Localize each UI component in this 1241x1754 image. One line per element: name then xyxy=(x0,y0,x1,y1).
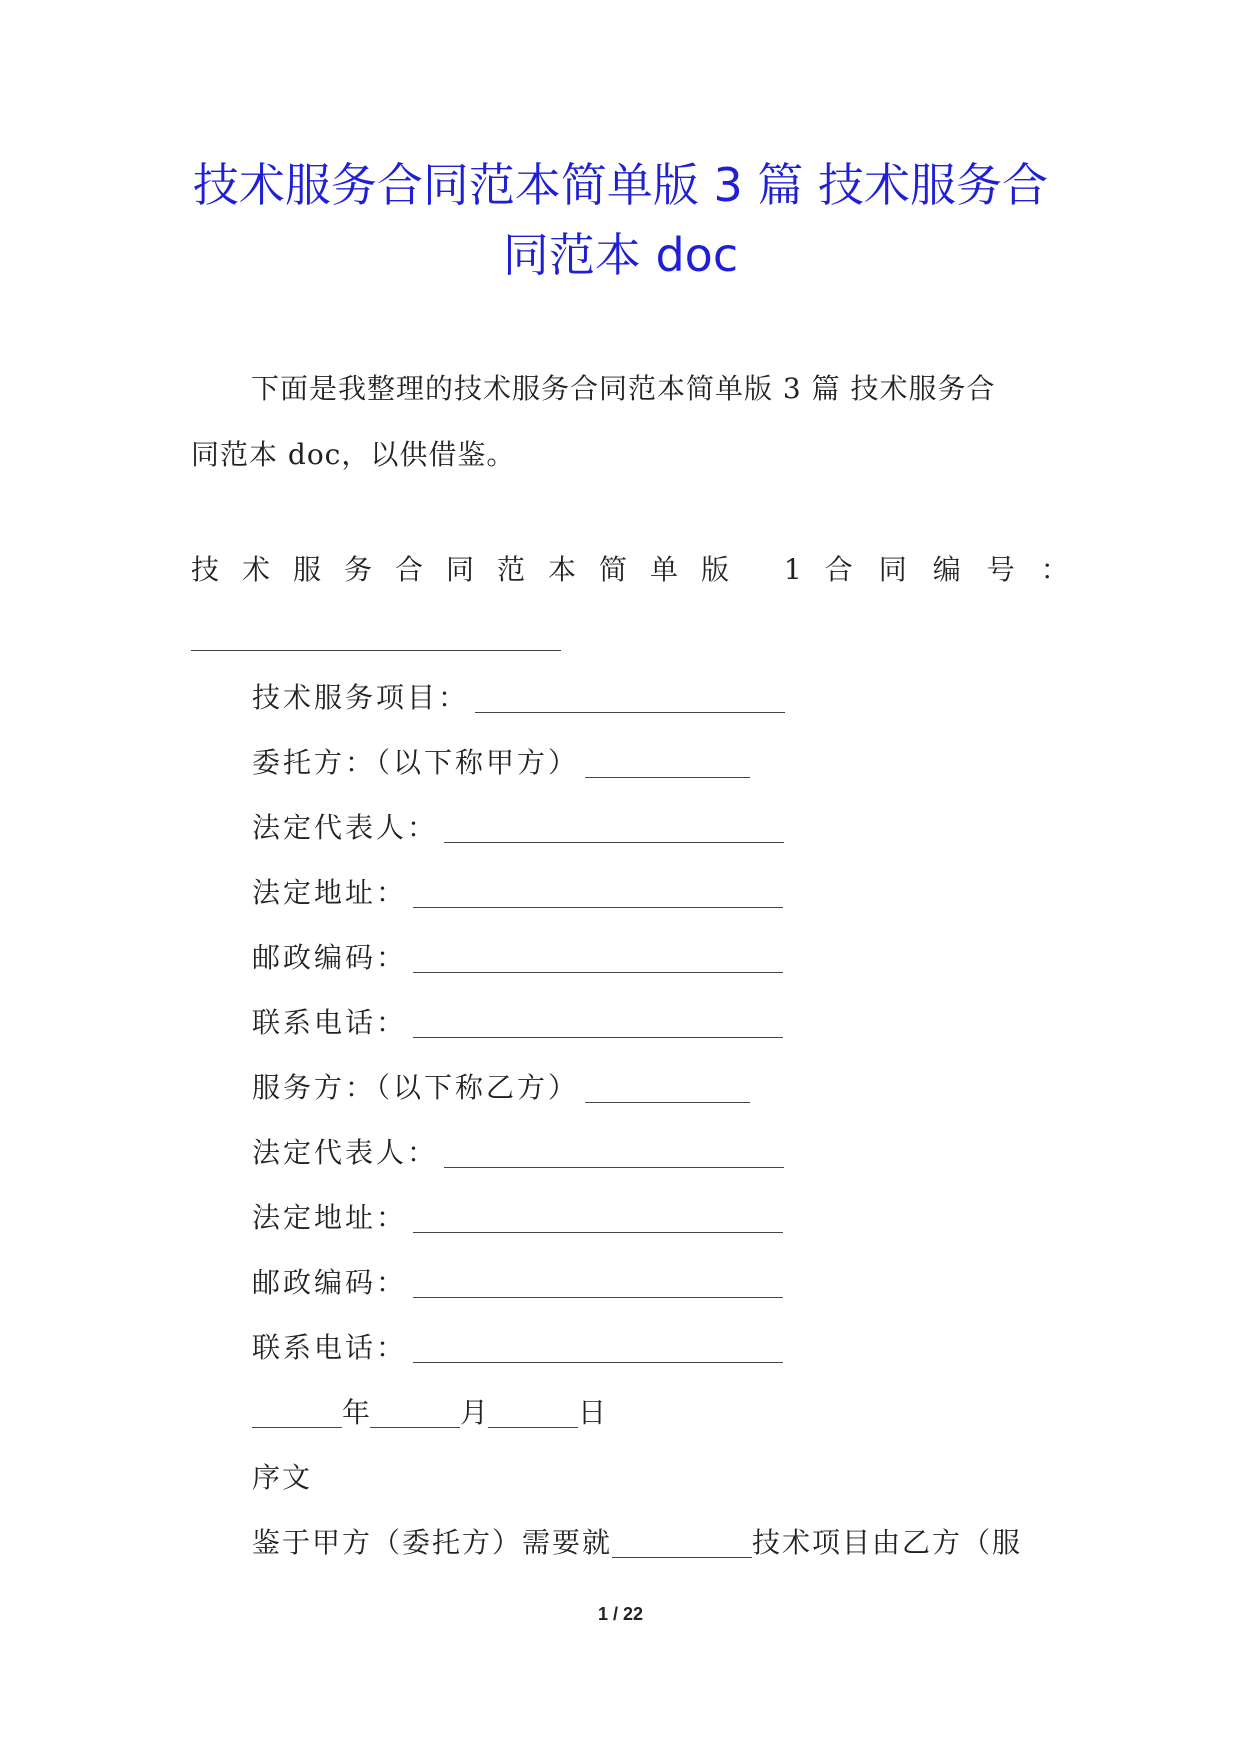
field-provider-phone xyxy=(252,1328,1052,1393)
year-blank xyxy=(252,1393,342,1428)
preface-text-after: 技术项目由乙方（服 xyxy=(752,1526,1023,1559)
field-label: 法定代表人： xyxy=(252,811,439,844)
field-provider-representative xyxy=(252,1133,1052,1198)
document-title xyxy=(150,150,1091,290)
month-blank xyxy=(370,1393,460,1428)
field-client-representative xyxy=(252,808,1052,873)
field-client xyxy=(252,743,1052,808)
field-client-postcode xyxy=(252,938,1052,1003)
day-label: 日 xyxy=(578,1396,607,1429)
fill-in-blank xyxy=(585,1068,750,1103)
intro-paragraph xyxy=(191,356,1059,488)
field-service-project xyxy=(252,678,1052,743)
field-client-phone xyxy=(252,1003,1052,1068)
contract-fields xyxy=(252,678,1052,1588)
project-blank xyxy=(612,1523,752,1558)
contract-name: 技术服务合同范本简单版 1 xyxy=(191,553,825,586)
fill-in-blank xyxy=(475,678,785,713)
title-line-1: 技术服务合同范本简单版 3 篇 技术服务合 xyxy=(192,158,1049,212)
field-label: 法定地址： xyxy=(252,1201,408,1234)
fill-in-blank xyxy=(585,743,750,778)
field-provider xyxy=(252,1068,1052,1133)
fill-in-blank xyxy=(444,1133,784,1168)
fill-in-blank xyxy=(413,1328,783,1363)
fill-in-blank xyxy=(444,808,784,843)
preface-text xyxy=(252,1523,1052,1588)
page-number: 1 / 22 xyxy=(597,1604,644,1624)
field-label: 邮政编码： xyxy=(252,941,408,974)
field-label: 法定代表人： xyxy=(252,1136,439,1169)
field-label: 委托方：（以下称甲方） xyxy=(252,746,580,779)
intro-line-1: 下面是我整理的技术服务合同范本简单版 3 篇 技术服务合 xyxy=(251,372,996,405)
field-label: 法定地址： xyxy=(252,876,408,909)
fill-in-blank xyxy=(413,1263,783,1298)
contract-number-label: 合同编号： xyxy=(824,553,1095,586)
month-label: 月 xyxy=(460,1396,489,1429)
contract-number-blank xyxy=(191,650,561,651)
year-label: 年 xyxy=(342,1396,371,1429)
preface-heading: 序文 xyxy=(252,1461,313,1494)
title-line-2: 同范本 doc xyxy=(502,228,739,282)
date-row xyxy=(252,1393,1052,1458)
fill-in-blank xyxy=(413,873,783,908)
contract-heading xyxy=(191,550,1095,590)
day-blank xyxy=(488,1393,578,1428)
field-provider-postcode xyxy=(252,1263,1052,1328)
intro-line-2: 同范本 doc，以供借鉴。 xyxy=(191,438,516,471)
fill-in-blank xyxy=(413,1198,783,1233)
field-label: 服务方：（以下称乙方） xyxy=(252,1071,580,1104)
fill-in-blank xyxy=(413,938,783,973)
field-label: 邮政编码： xyxy=(252,1266,408,1299)
field-label: 技术服务项目： xyxy=(252,681,470,714)
preface-text-before: 鉴于甲方（委托方）需要就 xyxy=(252,1526,613,1559)
field-label: 联系电话： xyxy=(252,1331,408,1364)
field-label: 联系电话： xyxy=(252,1006,408,1039)
fill-in-blank xyxy=(413,1003,783,1038)
field-client-address xyxy=(252,873,1052,938)
field-provider-address xyxy=(252,1198,1052,1263)
